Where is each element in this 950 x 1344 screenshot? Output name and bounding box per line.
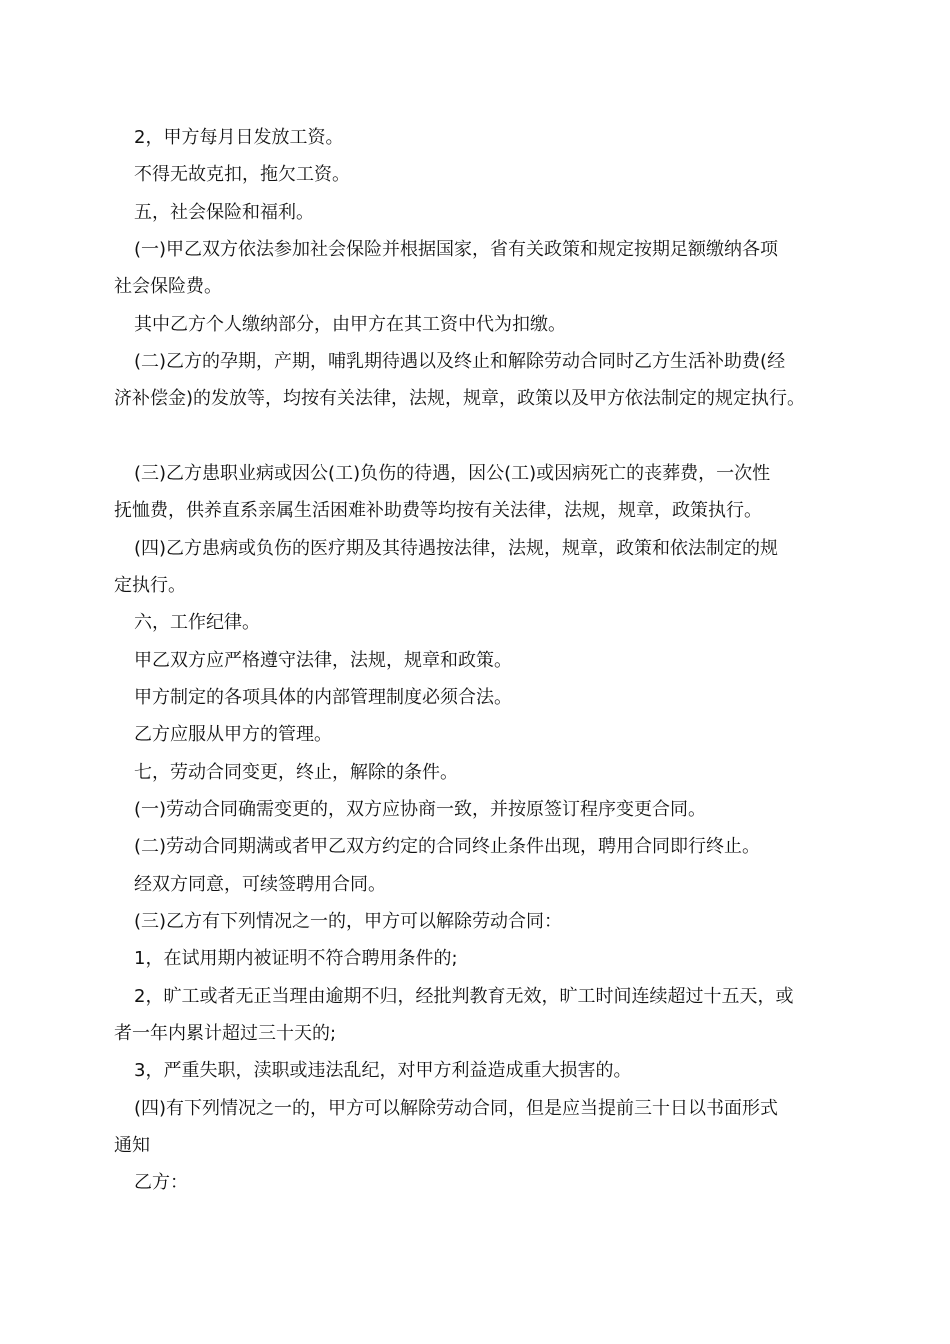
section-heading: 五，社会保险和福利。 [134, 202, 314, 223]
text-line: 其中乙方个人缴纳部分，由甲方在其工资中代为扣缴。 [134, 314, 566, 335]
text-line: 甲方制定的各项具体的内部管理制度必须合法。 [134, 687, 512, 708]
text-line: 2，甲方每月日发放工资。 [134, 127, 344, 148]
text-line: 者一年内累计超过三十天的; [114, 1023, 337, 1044]
text-line: (一)甲乙双方依法参加社会保险并根据国家，省有关政策和规定按期足额缴纳各项 [134, 239, 779, 260]
text-line: (四)乙方患病或负伤的医疗期及其待遇按法律，法规，规章，政策和依法制定的规 [134, 538, 779, 559]
text-line: 1，在试用期内被证明不符合聘用条件的; [134, 948, 458, 969]
section-heading: 七，劳动合同变更，终止，解除的条件。 [134, 762, 458, 783]
text-line: (一)劳动合同确需变更的，双方应协商一致，并按原签订程序变更合同。 [134, 799, 707, 820]
text-line: 乙方： [134, 1172, 188, 1193]
text-line: 2，旷工或者无正当理由逾期不归，经批判教育无效，旷工时间连续超过十五天，或 [134, 986, 794, 1007]
text-line: 不得无故克扣，拖欠工资。 [134, 164, 350, 185]
text-line: (三)乙方有下列情况之一的，甲方可以解除劳动合同： [134, 911, 563, 932]
text-line: 乙方应服从甲方的管理。 [134, 724, 332, 745]
text-line: (四)有下列情况之一的，甲方可以解除劳动合同，但是应当提前三十日以书面形式 [134, 1098, 779, 1119]
text-line: (三)乙方患职业病或因公(工)负伤的待遇，因公(工)或因病死亡的丧葬费，一次性 [134, 463, 771, 484]
text-line: 通知 [114, 1135, 150, 1156]
text-line: (二)劳动合同期满或者甲乙双方约定的合同终止条件出现，聘用合同即行终止。 [134, 836, 761, 857]
text-line: 济补偿金)的发放等，均按有关法律，法规，规章，政策以及甲方依法制定的规定执行。 [114, 388, 806, 409]
text-line: 3，严重失职，渎职或违法乱纪，对甲方利益造成重大损害的。 [134, 1060, 632, 1081]
text-line: 经双方同意，可续签聘用合同。 [134, 874, 386, 895]
text-line: 社会保险费。 [114, 276, 222, 297]
section-heading: 六，工作纪律。 [134, 612, 260, 633]
text-line: 抚恤费，供养直系亲属生活困难补助费等均按有关法律，法规，规章，政策执行。 [114, 500, 762, 521]
text-line: 甲乙双方应严格遵守法律，法规，规章和政策。 [134, 650, 512, 671]
text-line: (二)乙方的孕期，产期，哺乳期待遇以及终止和解除劳动合同时乙方生活补助费(经 [134, 351, 786, 372]
text-line: 定执行。 [114, 575, 186, 596]
